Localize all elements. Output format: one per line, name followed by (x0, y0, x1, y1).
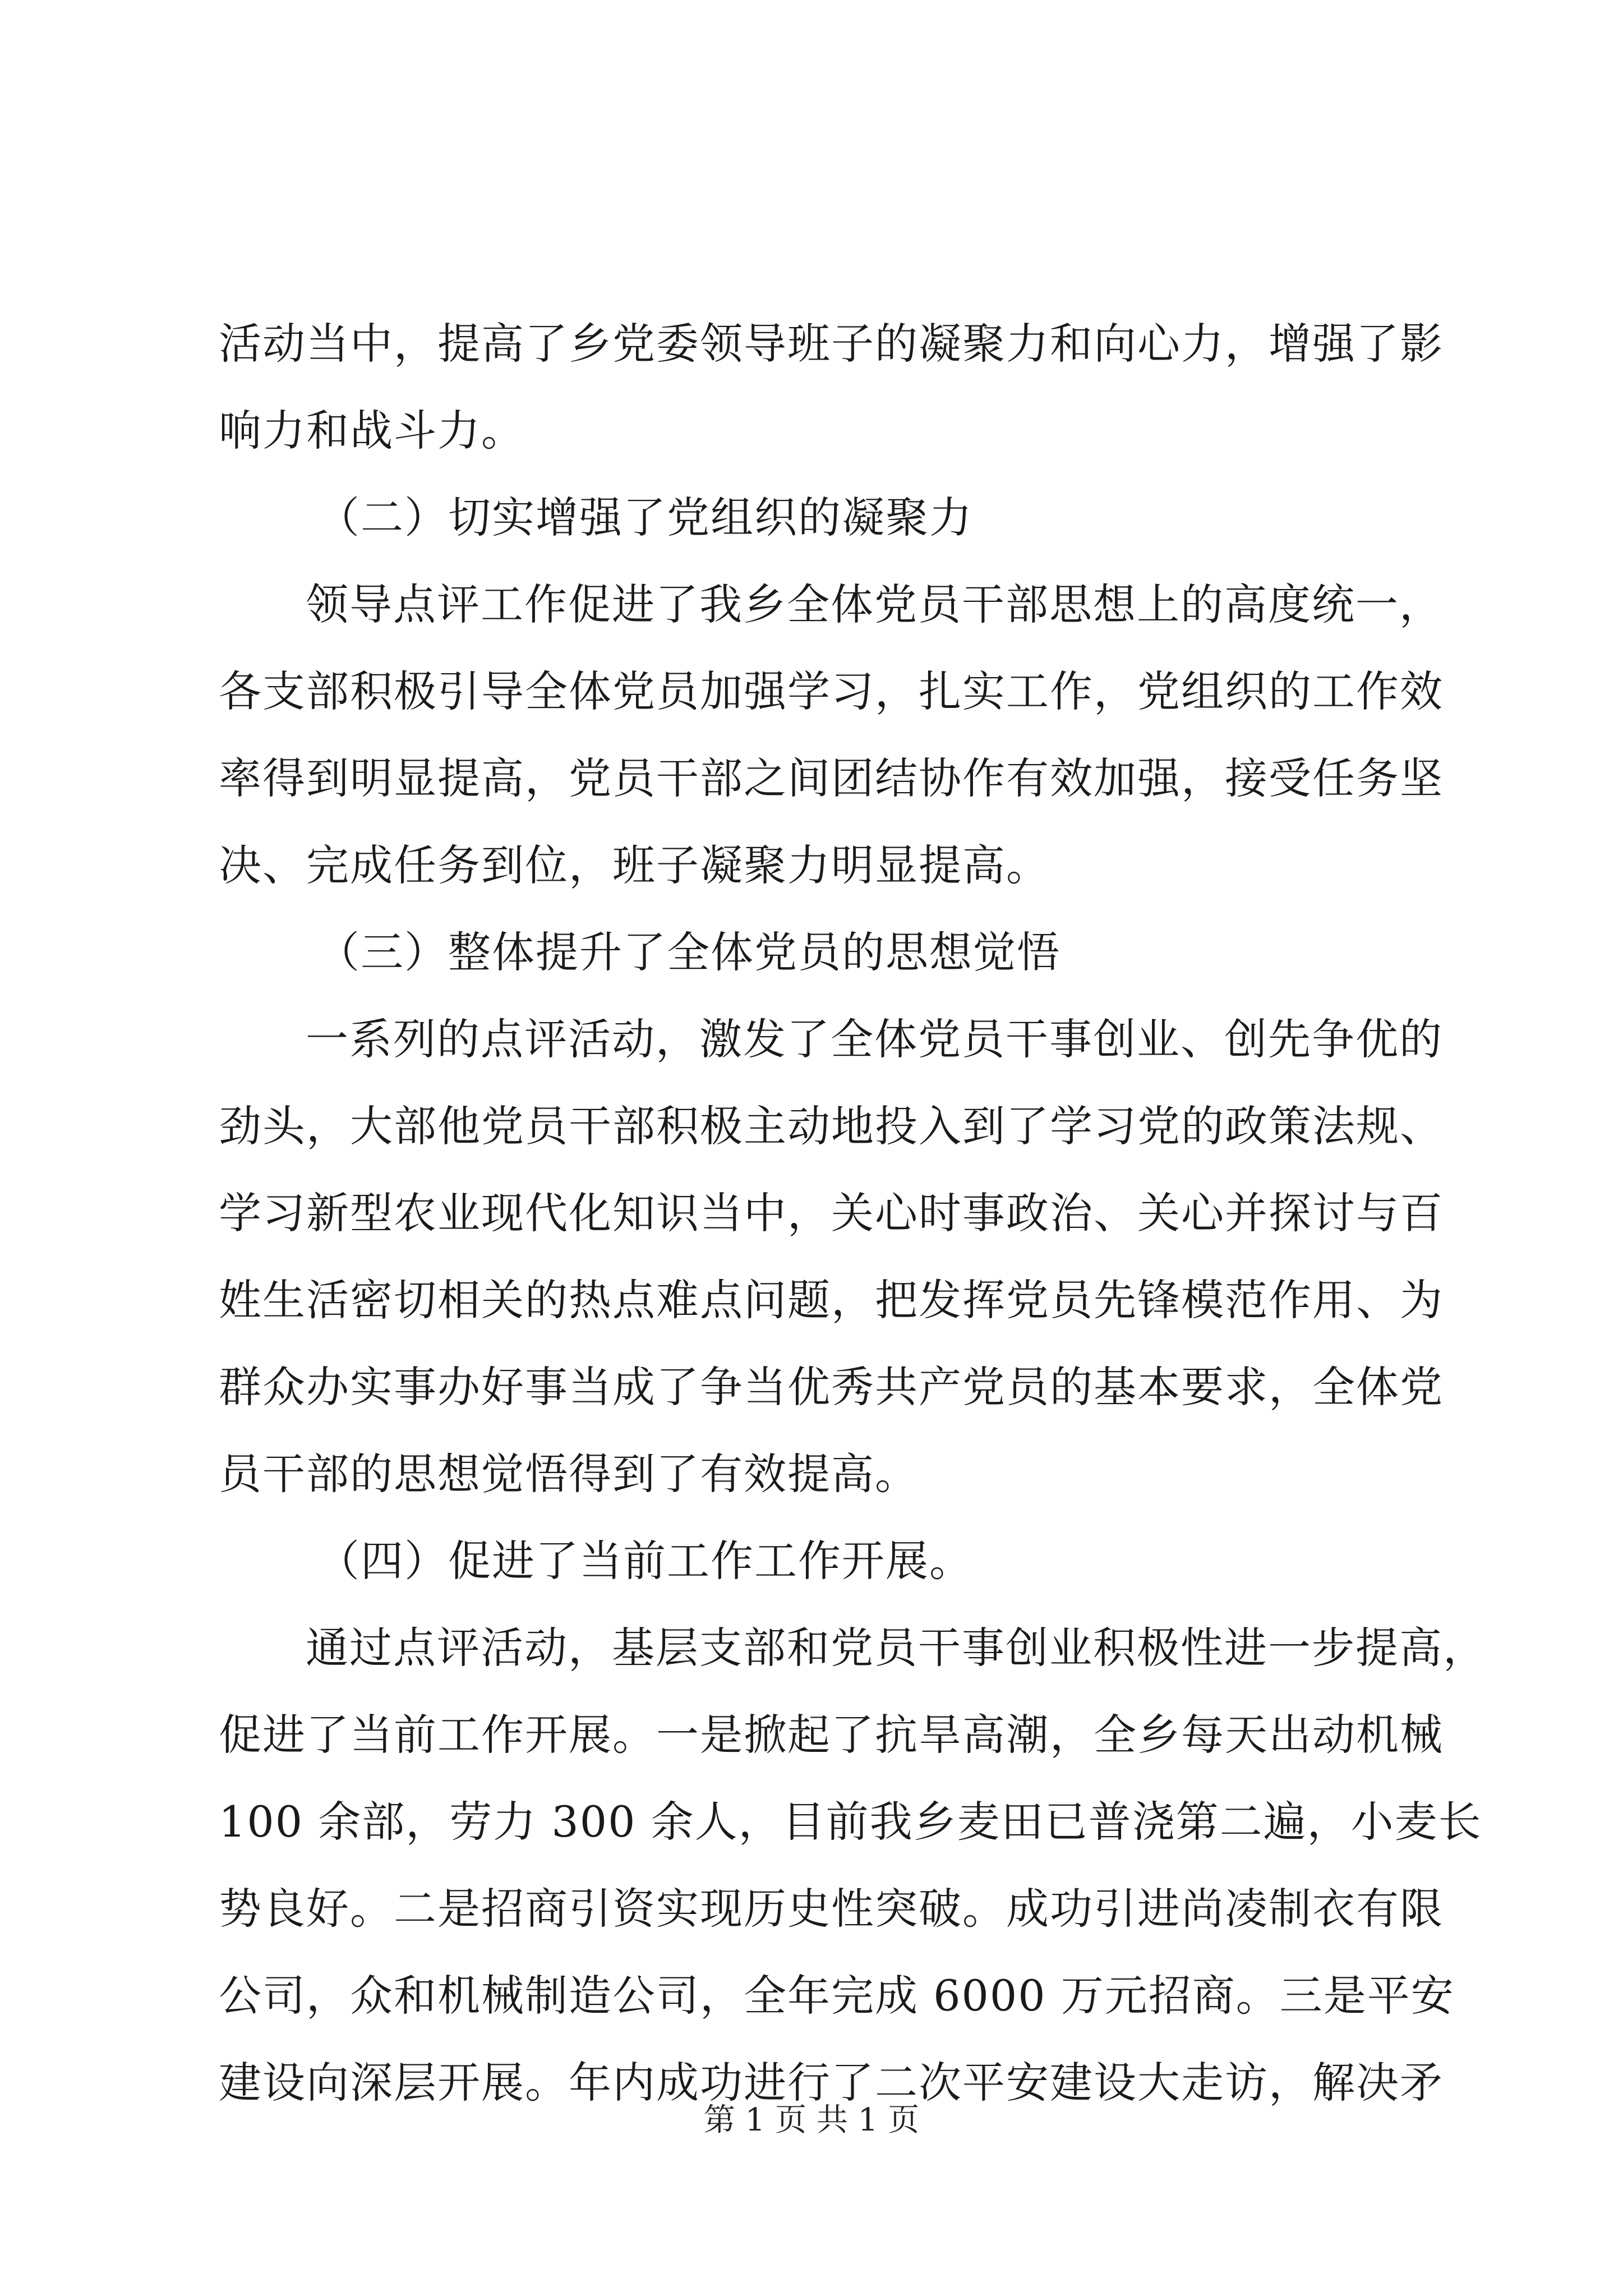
page-footer (0, 2101, 1623, 2140)
paragraph-start-line: 一系列的点评活动，激发了全体党员干事创业、创先争优的 (306, 1014, 1443, 1064)
section-heading: （二）切实增强了党组织的凝聚力 (317, 493, 973, 542)
paragraph-start-line: 领导点评工作促进了我乡全体党员干部思想上的高度统一， (306, 579, 1443, 629)
text-line: 群众办实事办好事当成了争当优秀共产党员的基本要求，全体党 (219, 1362, 1444, 1412)
text-line: 姓生活密切相关的热点难点问题，把发挥党员先锋模范作用、为 (219, 1275, 1444, 1325)
paragraph-start-line: 通过点评活动，基层支部和党员干事创业积极性进一步提高， (306, 1623, 1487, 1673)
text-line: 各支部积极引导全体党员加强学习，扎实工作，党组织的工作效 (219, 666, 1444, 716)
text-line: 促进了当前工作开展。一是掀起了抗旱高潮，全乡每天出动机械 (219, 1710, 1444, 1760)
text-line: 劲头，大部他党员干部积极主动地投入到了学习党的政策法规、 (219, 1101, 1444, 1151)
page-number: 第 1 页 共 1 页 (703, 2102, 920, 2138)
text-line: 势良好。二是招商引资实现历史性突破。成功引进尚凌制衣有限 (219, 1884, 1444, 1934)
text-line: 100 余部，劳力 300 余人，目前我乡麦田已普浇第二遍，小麦长 (219, 1797, 1482, 1847)
text-line: 建设向深层开展。年内成功进行了二次平安建设大走访，解决矛 (219, 2058, 1444, 2108)
text-line: 员干部的思想觉悟得到了有效提高。 (219, 1449, 919, 1499)
section-heading: （四）促进了当前工作工作开展。 (317, 1536, 973, 1586)
text-line: 率得到明显提高，党员干部之间团结协作有效加强，接受任务坚 (219, 753, 1444, 803)
text-line: 决、完成任务到位，班子凝聚力明显提高。 (219, 840, 1050, 890)
text-line: 学习新型农业现代化知识当中，关心时事政治、关心并探讨与百 (219, 1188, 1444, 1238)
text-line: 公司，众和机械制造公司，全年完成 6000 万元招商。三是平安 (219, 1971, 1455, 2021)
text-line: 活动当中，提高了乡党委领导班子的凝聚力和向心力，增强了影 (219, 319, 1444, 369)
document-body (219, 300, 1487, 2126)
text-line: 响力和战斗力。 (219, 406, 525, 455)
section-heading: （三）整体提升了全体党员的思想觉悟 (317, 927, 1061, 977)
